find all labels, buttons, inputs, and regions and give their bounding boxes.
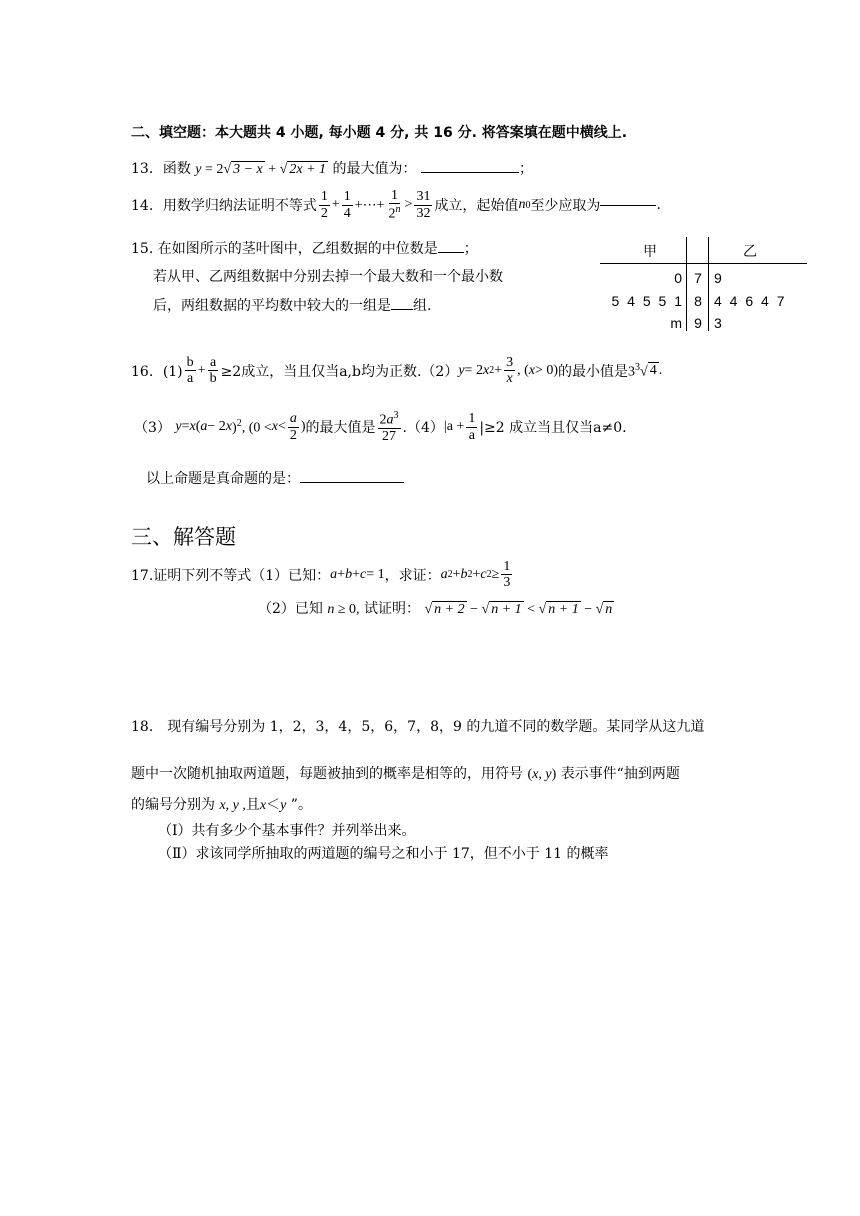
- question-15-line2: 若从甲、乙两组数据中分别去掉一个最大数和一个最小数: [153, 269, 503, 285]
- q14-answer-blank[interactable]: [600, 205, 656, 206]
- question-14: 14．用数学归纳法证明不等式 $\frac{1}{2}$ + $\frac{1}{4}$ +⋯+ $\frac{1}{2^n}$ > $\frac{31}{32}$ 成立，起始值 n 0 至少应取为 .: [131, 188, 661, 223]
- question-16-part1-2: 16．(1) $\frac{b}{a}$ + $\frac{a}{b}$ ≥2成立，当且仅当a,b均为正数.（2） y = 2 x 2 + $\frac{3}{x}$ , ( x > 0) 的最小值是 $3^3√$ 4 .: [131, 355, 663, 387]
- question-15-line1: 15. 在如图所示的茎叶图中，乙组数据的中位数是 ；: [131, 241, 478, 257]
- q14-prefix: 14．用数学归纳法证明不等式: [131, 198, 317, 215]
- stem-line-right: [708, 237, 709, 331]
- stem-line-left: [686, 237, 687, 331]
- question-17-part1: 17.证明下列不等式（1）已知： a + b + c = 1 ，求证： a 2 + b 2 + c 2 ≥ $\frac{1}{3}$: [131, 559, 511, 591]
- question-16-closing: 以上命题是真命题的是：: [146, 468, 404, 488]
- q14-middle: 成立，起始值: [434, 198, 519, 215]
- row1-right-leaves: 9: [714, 270, 722, 286]
- row2-stem: 8: [694, 293, 702, 309]
- stem-leaf-right-header: 乙: [743, 243, 757, 259]
- question-18-part2: （Ⅱ）求该同学所抽取的两道题的编号之和小于 17，但不小于 11 的概率: [158, 846, 609, 862]
- row1-stem: 7: [694, 270, 702, 286]
- row3-right-leaves: 3: [714, 315, 722, 331]
- row3-stem: 9: [694, 315, 702, 331]
- q13-prefix: 13．函数: [131, 161, 191, 177]
- question-16-part3-4: （3） y = x ( a − 2 x )$^2$, (0 < x < $\frac{a}{2}$ ) 的最大值是 $\frac{2a^3}{27}$ .（4） |a + $\frac{1}{a}$ |≥2 成立当且仅当a≠0.: [134, 410, 627, 445]
- question-18-line2: 题中一次随机抽取两道题，每题被抽到的概率是相等的，用符号 (x, y) 表示事件“抽到两题: [131, 766, 680, 782]
- q13-suffix: 的最大值为：: [332, 161, 417, 177]
- q16-answer-blank[interactable]: [300, 482, 404, 483]
- q15-median-blank[interactable]: [438, 252, 464, 253]
- question-18-line3: 的编号分别为 x, y ,且x＜y ”。: [131, 797, 312, 813]
- q13-formula: y: [195, 162, 202, 177]
- row2-left-leaves: 5 4 5 5 1: [611, 293, 682, 309]
- q13-answer-blank[interactable]: [421, 172, 519, 173]
- row1-left-leaves: 0: [674, 270, 682, 286]
- question-17-part2: （2）已知 n ≥ 0, 试证明： √ n + 2 − √ n + 1 < √ n + 1 − √ n: [258, 601, 613, 617]
- header-divider: [600, 263, 807, 264]
- q15-group-blank[interactable]: [391, 309, 413, 310]
- q14-suffix: 至少应取为: [530, 198, 601, 215]
- section-2-heading: 二、填空题：本大题共 4 小题, 每小题 4 分, 共 16 分. 将答案填在题中横线上.: [131, 125, 628, 141]
- question-18-line1: 18． 现有编号分别为 1，2，3，4，5，6，7，8，9 的九道不同的数学题。某同学从这九道: [131, 719, 705, 735]
- question-13: 13．函数 y = 2√ 3 − x + √ 2x + 1 的最大值为： ；: [131, 161, 533, 177]
- section-3-heading: 三、解答题: [131, 525, 236, 549]
- stem-leaf-left-header: 甲: [643, 243, 657, 259]
- question-18-part1: （Ⅰ）共有多少个基本事件？并列举出来。: [158, 823, 416, 839]
- row3-left-leaves: m: [670, 315, 682, 331]
- row2-right-leaves: 4 4 6 4 7: [714, 293, 785, 309]
- question-15-line3: 后，两组数据的平均数中较大的一组是 组.: [153, 298, 432, 314]
